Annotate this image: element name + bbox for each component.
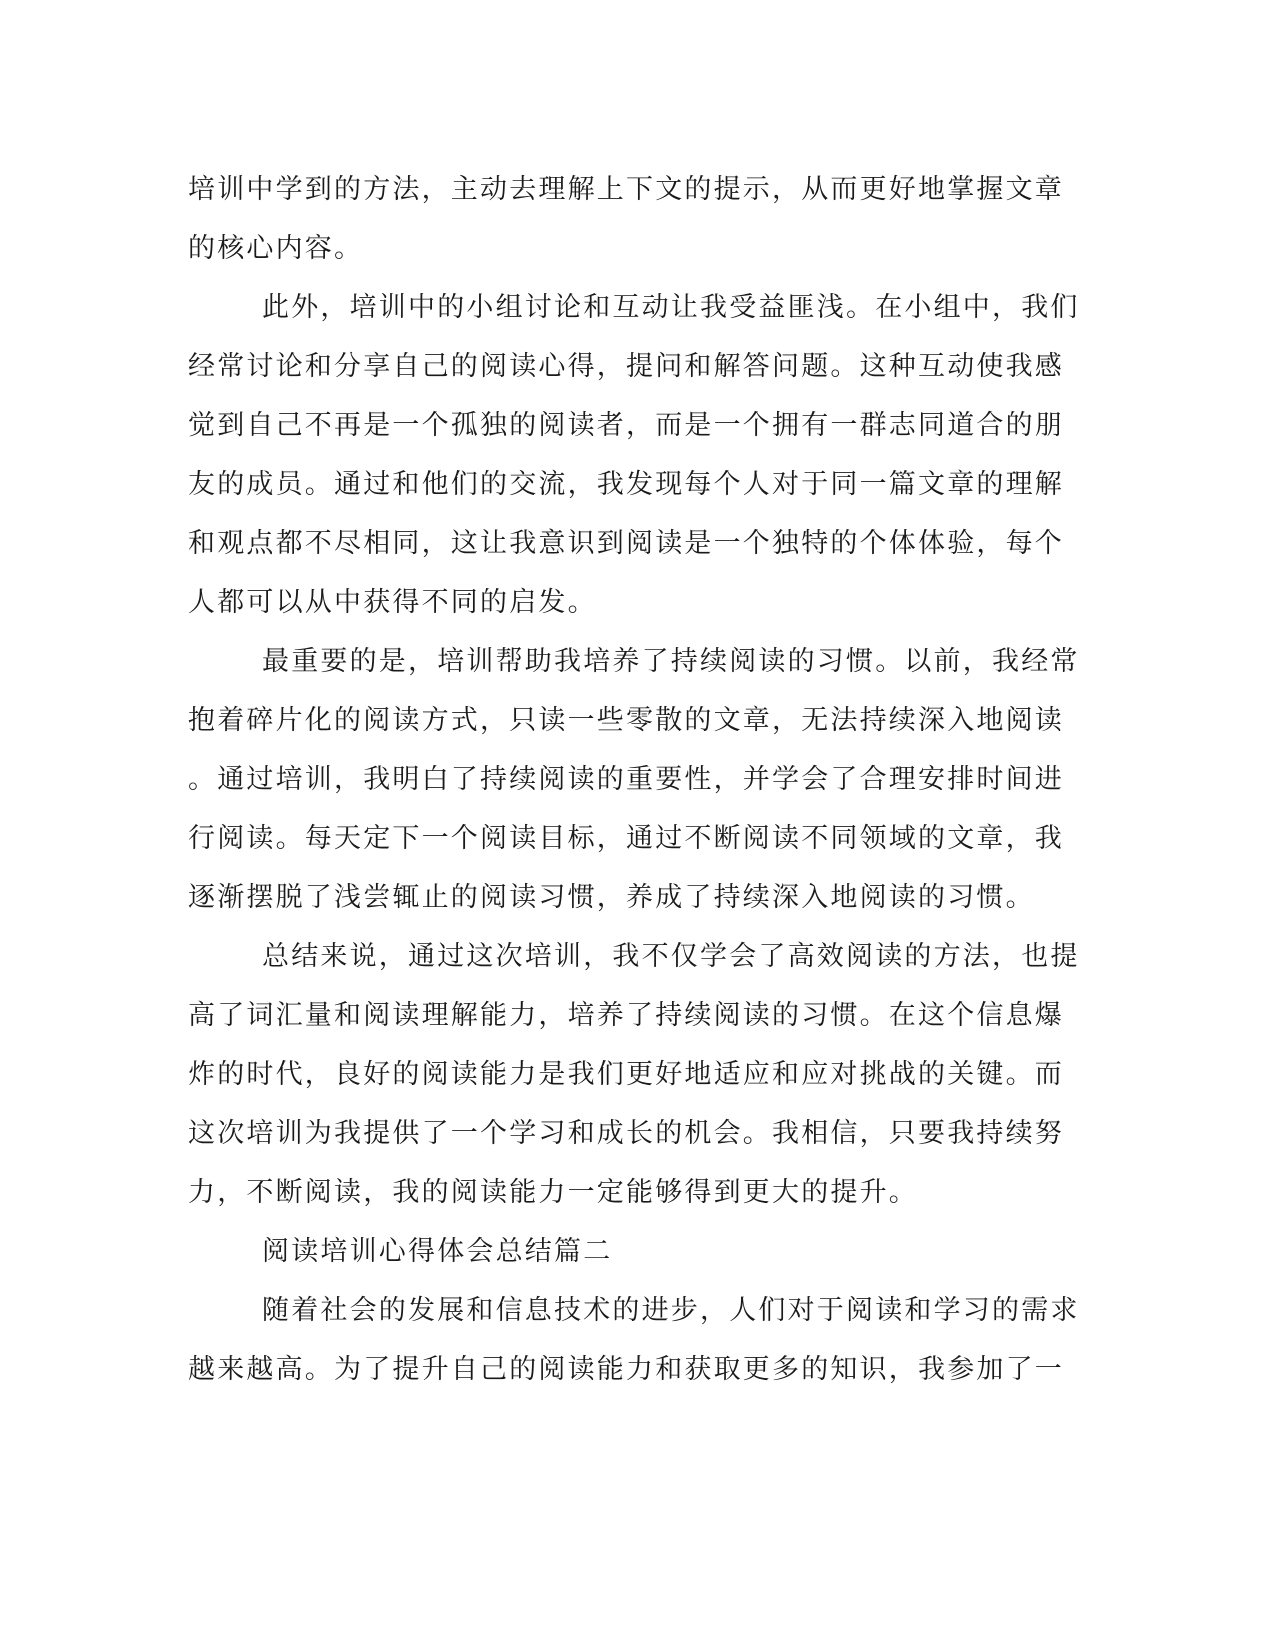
paragraph-start: 最重要的是，培训帮助我培养了持续阅读的习惯。以前，我经常 — [262, 646, 1080, 677]
text-line: 培训中学到的方法，主动去理解上下文的提示，从而更好地掌握文章 — [188, 174, 1064, 205]
text-line: 抱着碎片化的阅读方式，只读一些零散的文章，无法持续深入地阅读 — [188, 705, 1064, 736]
text-line: 人都可以从中获得不同的启发。 — [188, 587, 597, 618]
paragraph-start: 此外，培训中的小组讨论和互动让我受益匪浅。在小组中，我们 — [262, 292, 1080, 323]
text-line: 经常讨论和分享自己的阅读心得，提问和解答问题。这种互动使我感 — [188, 351, 1064, 382]
paragraph-start: 随着社会的发展和信息技术的进步，人们对于阅读和学习的需求 — [262, 1295, 1080, 1326]
text-line: 。通过培训，我明白了持续阅读的重要性，并学会了合理安排时间进 — [188, 764, 1064, 795]
text-line: 行阅读。每天定下一个阅读目标，通过不断阅读不同领域的文章，我 — [188, 823, 1064, 854]
paragraph-start: 总结来说，通过这次培训，我不仅学会了高效阅读的方法，也提 — [262, 941, 1080, 972]
text-line: 越来越高。为了提升自己的阅读能力和获取更多的知识，我参加了一 — [188, 1354, 1064, 1385]
text-line: 逐渐摆脱了浅尝辄止的阅读习惯，养成了持续深入地阅读的习惯。 — [188, 882, 1035, 913]
text-line: 炸的时代，良好的阅读能力是我们更好地适应和应对挑战的关键。而 — [188, 1059, 1064, 1090]
text-line: 和观点都不尽相同，这让我意识到阅读是一个独特的个体体验，每个 — [188, 528, 1064, 559]
text-line: 友的成员。通过和他们的交流，我发现每个人对于同一篇文章的理解 — [188, 469, 1064, 500]
body-text — [188, 160, 1080, 1399]
section-heading: 阅读培训心得体会总结篇二 — [262, 1236, 613, 1267]
text-line: 觉到自己不再是一个孤独的阅读者，而是一个拥有一群志同道合的朋 — [188, 410, 1064, 441]
text-line: 的核心内容。 — [188, 233, 364, 264]
text-line: 高了词汇量和阅读理解能力，培养了持续阅读的习惯。在这个信息爆 — [188, 1000, 1064, 1031]
text-line: 力，不断阅读，我的阅读能力一定能够得到更大的提升。 — [188, 1177, 918, 1208]
text-line: 这次培训为我提供了一个学习和成长的机会。我相信，只要我持续努 — [188, 1118, 1064, 1149]
